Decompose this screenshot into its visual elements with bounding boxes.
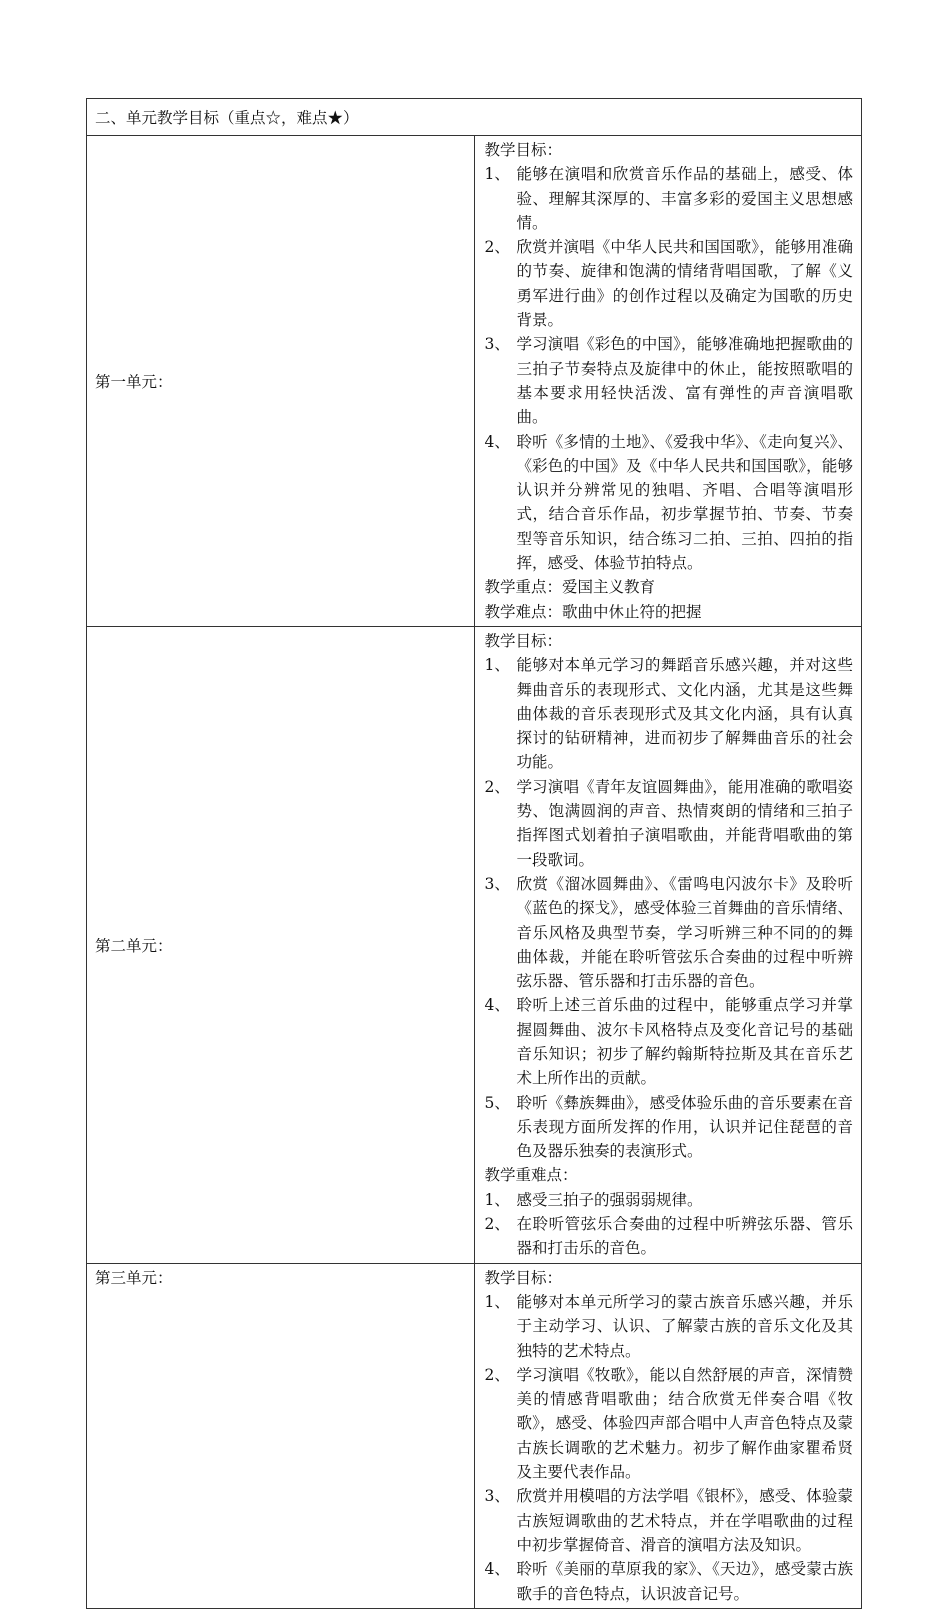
- item-number: 5、: [484, 1093, 510, 1112]
- text-line: 教学难点：歌曲中休止符的把握: [484, 602, 702, 621]
- list-item: [485, 1212, 854, 1261]
- item-number: 4、: [484, 1560, 510, 1579]
- item-number: 2、: [484, 1215, 510, 1234]
- item-number: 2、: [484, 238, 510, 257]
- unit-row: [87, 626, 862, 1263]
- item-number: 2、: [484, 777, 510, 796]
- list-item: [485, 1484, 854, 1557]
- item-text: 聆听《美丽的草原我的家》、《天边》，感受蒙古族歌手的音色特点，认识波音记号。: [516, 1560, 853, 1603]
- item-number: 1、: [484, 165, 510, 184]
- item-text: 学习演唱《青年友谊圆舞曲》，能用准确的歌唱姿势、饱满圆润的声音、热情爽朗的情绪和三拍子指挥图式划着拍子演唱歌曲，并能背唱歌曲的第一段歌词。: [516, 777, 853, 869]
- list-item: [485, 1363, 854, 1484]
- list-item: [485, 1290, 854, 1363]
- list-item: [485, 1557, 854, 1606]
- item-text: 欣赏并演唱《中华人民共和国国歌》，能够用准确的节奏、旋律和饱满的情绪背唱国歌，了解《义勇军进行曲》的创作过程以及确定为国歌的历史背景。: [516, 238, 853, 330]
- item-text: 能够在演唱和欣赏音乐作品的基础上，感受、体验、理解其深厚的、丰富多彩的爱国主义思想感情。: [516, 165, 853, 232]
- item-text: 学习演唱《牧歌》，能以自然舒展的声音，深情赞美的情感背唱歌曲；结合欣赏无伴奏合唱《牧歌》，感受、体验四声部合唱中人声音色特点及蒙古族长调歌的艺术魅力。初步了解作曲家瞿希贤及主要代表作品。: [516, 1365, 853, 1482]
- item-number: 3、: [484, 1487, 510, 1506]
- list-item: [485, 775, 854, 872]
- unit-row: [87, 136, 862, 627]
- text-line: 教学目标：: [484, 141, 563, 159]
- item-number: 4、: [484, 432, 510, 451]
- list-item: [485, 1091, 854, 1164]
- item-text: 聆听《彝族舞曲》，感受体验乐曲的音乐要素在音乐表现方面所发挥的作用，认识并记住琵琶的音色及器乐独奏的表演形式。: [516, 1093, 853, 1161]
- item-number: 4、: [484, 996, 510, 1015]
- unit-content: [474, 1263, 862, 1608]
- item-text: 聆听上述三首乐曲的过程中，能够重点学习并掌握圆舞曲、波尔卡风格特点及变化音记号的基础音乐知识；初步了解约翰斯特拉斯及其在音乐艺术上所作出的贡献。: [516, 996, 853, 1088]
- unit-label: 第三单元：: [87, 1263, 475, 1608]
- list-item: [485, 1188, 854, 1212]
- item-number: 1、: [484, 1190, 510, 1209]
- item-text: 聆听《多情的土地》、《爱我中华》、《走向复兴》、《彩色的中国》及《中华人民共和国国歌》，能够认识并分辨常见的独唱、齐唱、合唱等演唱形式，结合音乐作品，初步掌握节拍、节奏、节奏型等音乐知识，结合练习二拍、三拍、四拍的指挥，感受、体验节拍特点。: [516, 432, 853, 573]
- item-text: 欣赏《溜冰圆舞曲》、《雷鸣电闪波尔卡》及聆听《蓝色的探戈》，感受体验三首舞曲的音乐情绪、音乐风格及典型节奏，学习听辨三种不同的的舞曲体裁，并能在聆听管弦乐合奏曲的过程中听辨弦乐器、管乐器和打击乐器的音色。: [516, 874, 853, 991]
- text-line: 教学重难点：: [484, 1166, 578, 1185]
- unit-label: 第二单元：: [87, 626, 475, 1263]
- item-text: 能够对本单元学习的舞蹈音乐感兴趣，并对这些舞曲音乐的表现形式、文化内涵，尤其是这些舞曲体裁的音乐表现形式及其文化内涵，具有认真探讨的钻研精神，进而初步了解舞曲音乐的社会功能。: [516, 656, 853, 772]
- section-title: 二、单元教学目标（重点☆，难点★）: [87, 99, 862, 136]
- list-item: [485, 430, 854, 576]
- unit-row: [87, 1263, 862, 1608]
- unit-label: 第一单元：: [87, 136, 475, 627]
- item-number: 3、: [484, 335, 510, 354]
- item-text: 欣赏并用模唱的方法学唱《银杯》，感受、体验蒙古族短调歌曲的艺术特点，并在学唱歌曲的过程中初步掌握倚音、滑音的演唱方法及知识。: [516, 1487, 853, 1554]
- unit-content: [474, 136, 862, 627]
- list-item: [485, 162, 854, 235]
- text-line: 教学重点：爱国主义教育: [484, 578, 656, 597]
- unit-content: [474, 626, 862, 1263]
- text-line: 教学目标：: [484, 631, 563, 650]
- list-item: [485, 653, 854, 774]
- list-item: [485, 332, 854, 429]
- item-text: 学习演唱《彩色的中国》，能够准确地把握歌曲的三拍子节奏特点及旋律中的休止，能按照歌唱的基本要求用轻快活泼、富有弹性的声音演唱歌曲。: [516, 335, 853, 427]
- unit-objectives-table: [86, 98, 862, 1609]
- item-number: 2、: [484, 1365, 510, 1384]
- item-number: 1、: [484, 656, 510, 675]
- item-text: 感受三拍子的强弱弱规律。: [516, 1190, 703, 1209]
- item-text: 在聆听管弦乐合奏曲的过程中听辨弦乐器、管乐器和打击乐的音色。: [516, 1215, 853, 1258]
- list-item: [485, 872, 854, 993]
- item-number: 1、: [484, 1292, 510, 1311]
- objectives-table-wrapper: [86, 98, 862, 1609]
- text-line: 教学目标：: [484, 1268, 563, 1287]
- list-item: [485, 993, 854, 1090]
- item-text: 能够对本单元所学习的蒙古族音乐感兴趣，并乐于主动学习、认识、了解蒙古族的音乐文化及其独特的艺术特点。: [516, 1292, 853, 1360]
- table-header-row: [87, 99, 862, 136]
- list-item: [485, 235, 854, 332]
- item-number: 3、: [484, 874, 510, 893]
